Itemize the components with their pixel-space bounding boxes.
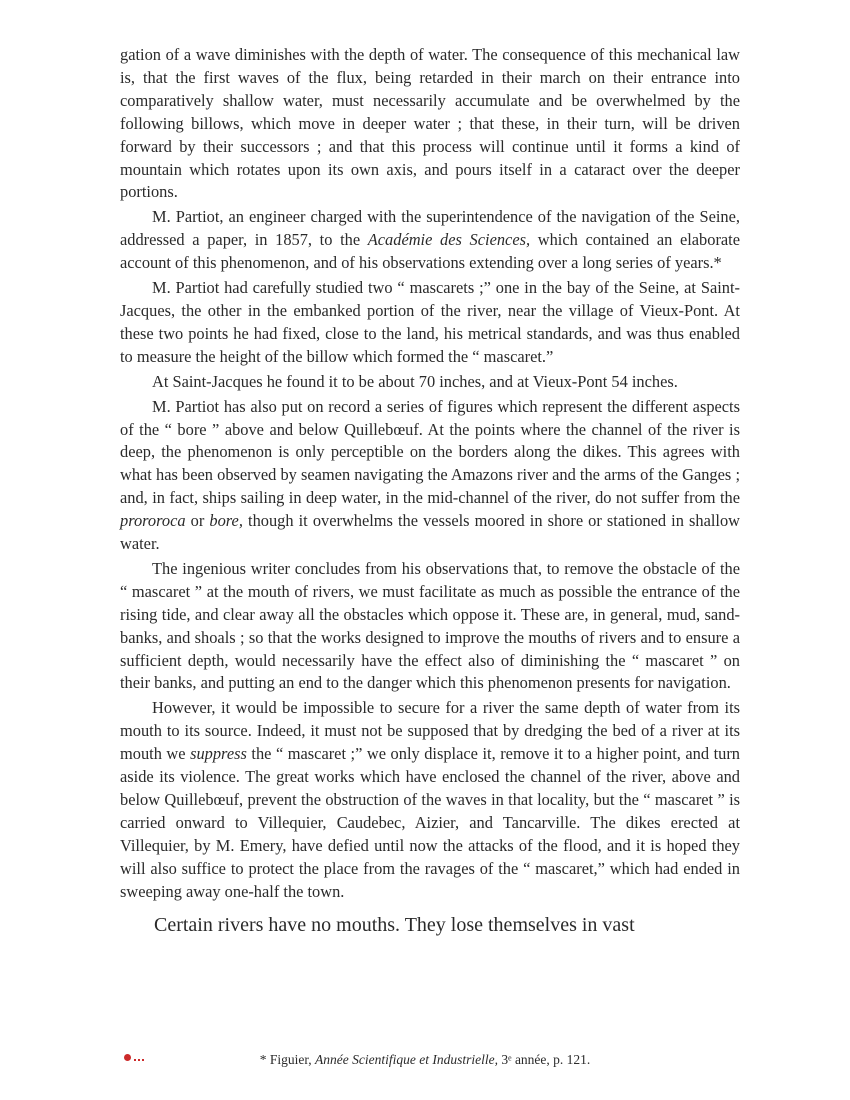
paragraph-2-part-a: M. Partiot, an engineer charged with the superintendence of the navigation of the Seine, addressed a paper, in 1857, to the — [120, 207, 740, 250]
paragraph-5-part-a: M. Partiot has also put on record a series of figures which represent the different aspects of the “ bore ” above and below Quillebœuf. At the points where the channel of the river is deep, the phenomenon is only perceptible on the borders along the dikes. This agrees with what has been observed by seamen navigating the Amazons river and the arms of the Ganges ; and, in fact, ships sailing in deep water, in the mid-channel of the river, do not suffer from the — [120, 396, 740, 508]
paragraph-1: gation of a wave diminishes with the depth of water. The consequence of this mechanical law is, that the first waves of the flux, being retarded in their march on their entrance into comparatively shallow water, must necessarily accumulate and be overwhelmed by the following billows, which move in deeper water ; that these, in their turn, will be driven forward by their successors ; and that this process will continue until it forms a kind of mountain which rotates upon its own axis, and pours itself in a cataract over the deeper portions. — [120, 45, 740, 202]
paragraph-7-italic: suppress — [190, 744, 247, 764]
paragraph-7-part-a: However, it would be impossible to secure for a river the same depth of water from its mouth to its source. Indeed, it must not be supposed that by dredging the bed of a river at its mouth we — [120, 698, 740, 764]
paragraph-6: The ingenious writer concludes from his observations that, to remove the obstacle of the “ mascaret ” at the mouth of rivers, we must facilitate as much as possible the entrance of the rising tide, and clear away all the obstacles which oppose it. These are, in general, mud, sand-banks, and shoals ; so that the works designed to improve the mouths of rivers and to ensure a sufficient depth, would necessarily have the effect also of diminishing the “ mascaret ” on their banks, and putting an end to the danger which this phenomenon presents for navigation. — [120, 558, 740, 693]
paragraph-7 — [120, 697, 740, 903]
paragraph-5-mid: or — [185, 511, 210, 531]
page-body — [120, 44, 740, 938]
footnote — [0, 1052, 850, 1068]
footnote-italic: Année Scientifique et Industrielle, — [315, 1052, 498, 1067]
paragraph-5-italic-2: bore, — [209, 511, 243, 531]
paragraph-5-italic-1: prororoca — [120, 511, 186, 531]
footnote-prefix: * Figuier, — [259, 1052, 316, 1067]
paragraph-4: At Saint-Jacques he found it to be about 70 inches, and at Vieux-Pont 54 inches. — [152, 371, 678, 391]
paragraph-8: Certain rivers have no mouths. They lose themselves in vast — [154, 913, 635, 936]
paragraph-5-part-b: though it overwhelms the vessels moored in shore or stationed in shallow water. — [120, 511, 740, 554]
paragraph-2 — [120, 206, 740, 275]
footnote-suffix: 3ᵉ année, p. 121. — [497, 1052, 591, 1067]
paragraph-2-italic: Académie des Sciences, — [367, 230, 531, 250]
paragraph-2-part-b: which contained an elaborate account of this phenomenon, and of his observations extending over a long series of years.* — [120, 230, 741, 273]
paragraph-5 — [120, 396, 740, 556]
paragraph-3: M. Partiot had carefully studied two “ mascarets ;” one in the bay of the Seine, at Saint-Jacques, the other in the embanked portion of the river, near the village of Vieux-Pont. At these two points he had fixed, close to the land, his metrical standards, and was thus enabled to measure the height of the billow which formed the “ mascaret.” — [120, 278, 740, 366]
paragraph-7-part-b: the “ mascaret ;” we only displace it, remove it to a higher point, and turn aside its violence. The great works which have enclosed the channel of the river, above and below Quillebœuf, prevent the obstruction of the waves in that locality, but the “ mascaret ” is carried onward to Villequier, Caudebec, Aizier, and Tancarville. The dikes erected at Villequier, by M. Emery, have defied until now the attacks of the flood, and it is hoped they will also suffice to protect the place from the ravages of the “ mascaret,” which had ended in sweeping away one-half the town. — [120, 744, 740, 901]
